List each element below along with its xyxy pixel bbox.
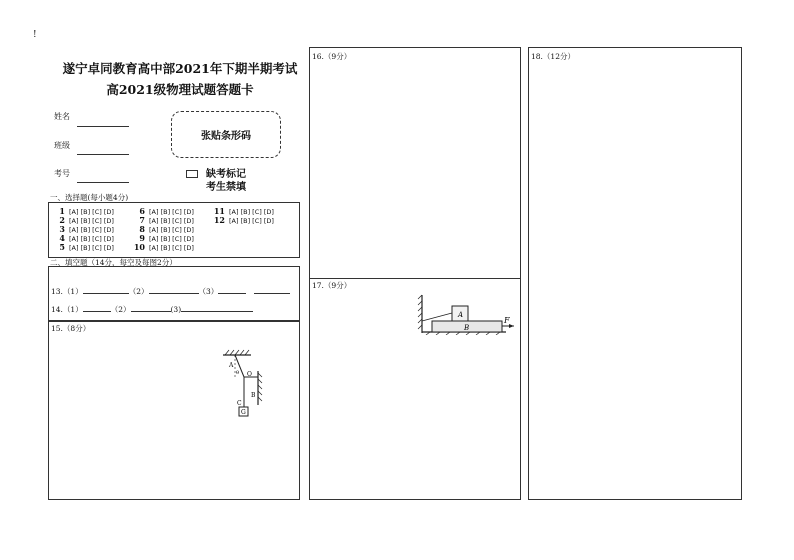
- q16-q17-divider: [310, 278, 520, 279]
- q13-blank4[interactable]: [254, 286, 290, 294]
- mc-answer-box: [48, 202, 300, 258]
- q17-label-f: F: [504, 316, 510, 325]
- mc-options[interactable]: [A] [B] [C] [D]: [149, 226, 194, 234]
- q17-label-a: A: [458, 311, 464, 319]
- mc-question-number: 5: [59, 242, 65, 252]
- mc-options[interactable]: [A] [B] [C] [D]: [69, 226, 114, 234]
- corner-mark: !: [33, 30, 37, 40]
- exam-title: 遂宁卓同教育高中部2021年下期半期考试: [62, 61, 298, 76]
- absent-mark-label: 缺考标记: [206, 169, 246, 180]
- mc-options[interactable]: [A] [B] [C] [D]: [69, 217, 114, 225]
- q13-blank3-label: （3）: [198, 287, 219, 296]
- q13-row: [51, 286, 290, 297]
- q15-label-c: C: [237, 400, 242, 407]
- name-label: 姓名: [54, 112, 70, 121]
- mc-options[interactable]: [A] [B] [C] [D]: [149, 208, 194, 216]
- barcode-area: [171, 111, 281, 158]
- mc-options[interactable]: [A] [B] [C] [D]: [69, 235, 114, 243]
- section1-heading: 一、选择题(每小题4分): [50, 193, 129, 202]
- barcode-label: 张贴条形码: [201, 131, 251, 142]
- section2-heading: 二、填空题（14分，每空及每图2分）: [50, 258, 177, 267]
- q14-blank2[interactable]: [131, 304, 171, 312]
- q14-number: 14.: [51, 305, 63, 314]
- q14-blank1-label: （1）: [62, 305, 83, 314]
- q15-answer-box[interactable]: [48, 320, 300, 500]
- mc-question-number: 7: [139, 215, 145, 225]
- q14-blank3-label: (3): [170, 305, 182, 314]
- id-field[interactable]: [77, 182, 129, 183]
- fill-in-box: [48, 266, 300, 322]
- mc-question-number: 12: [213, 215, 225, 225]
- name-field[interactable]: [77, 126, 129, 127]
- q13-blank2[interactable]: [149, 286, 199, 294]
- mc-question-number: 8: [139, 224, 145, 234]
- mc-options[interactable]: [A] [B] [C] [D]: [229, 208, 274, 216]
- middle-column: [309, 47, 521, 500]
- q13-blank3[interactable]: [218, 286, 246, 294]
- q17-figure: [414, 293, 514, 335]
- q15-label-o: O: [247, 371, 252, 378]
- absent-note-label: 考生禁填: [206, 182, 246, 193]
- q15-label-theta: θ: [236, 370, 240, 376]
- q15-label-g: G: [241, 409, 246, 416]
- q14-blank2-label: （2）: [110, 305, 131, 314]
- mc-options[interactable]: [A] [B] [C] [D]: [229, 217, 274, 225]
- q15-label-a: A: [229, 362, 234, 369]
- mc-question-number: 6: [139, 206, 145, 216]
- q13-blank1-label: （1）: [62, 287, 83, 296]
- q15-figure: [217, 347, 287, 419]
- q17-label-b: B: [464, 324, 470, 332]
- exam-subtitle: 高2021级物理试题答题卡: [106, 82, 254, 97]
- q14-blank3[interactable]: [181, 304, 253, 312]
- q17-label: 17.（9分）: [312, 281, 352, 290]
- mc-question-number: 9: [139, 233, 145, 243]
- mc-question-number: 4: [59, 233, 65, 243]
- q15-label: 15.（8分）: [51, 324, 91, 333]
- mc-question-number: 11: [213, 206, 225, 216]
- q13-number: 13.: [51, 287, 63, 296]
- q18-answer-box[interactable]: [528, 47, 742, 500]
- class-field[interactable]: [77, 154, 129, 155]
- q15-label-b: B: [251, 392, 256, 399]
- id-label: 考号: [54, 169, 70, 178]
- q14-row: [51, 304, 253, 315]
- q14-blank1[interactable]: [83, 304, 111, 312]
- mc-options[interactable]: [A] [B] [C] [D]: [69, 208, 114, 216]
- q13-blank2-label: （2）: [128, 287, 149, 296]
- class-label: 班级: [54, 141, 70, 150]
- q18-label: 18.（12分）: [531, 52, 575, 61]
- mc-options[interactable]: [A] [B] [C] [D]: [69, 244, 114, 252]
- mc-options[interactable]: [A] [B] [C] [D]: [149, 244, 194, 252]
- mc-question-number: 2: [59, 215, 65, 225]
- mc-question-number: 1: [59, 206, 65, 216]
- absent-checkbox[interactable]: [186, 170, 198, 178]
- q13-blank1[interactable]: [83, 286, 129, 294]
- mc-question-number: 3: [59, 224, 65, 234]
- mc-question-number: 10: [133, 242, 145, 252]
- mc-options[interactable]: [A] [B] [C] [D]: [149, 217, 194, 225]
- q16-label: 16.（9分）: [312, 52, 352, 61]
- mc-options[interactable]: [A] [B] [C] [D]: [149, 235, 194, 243]
